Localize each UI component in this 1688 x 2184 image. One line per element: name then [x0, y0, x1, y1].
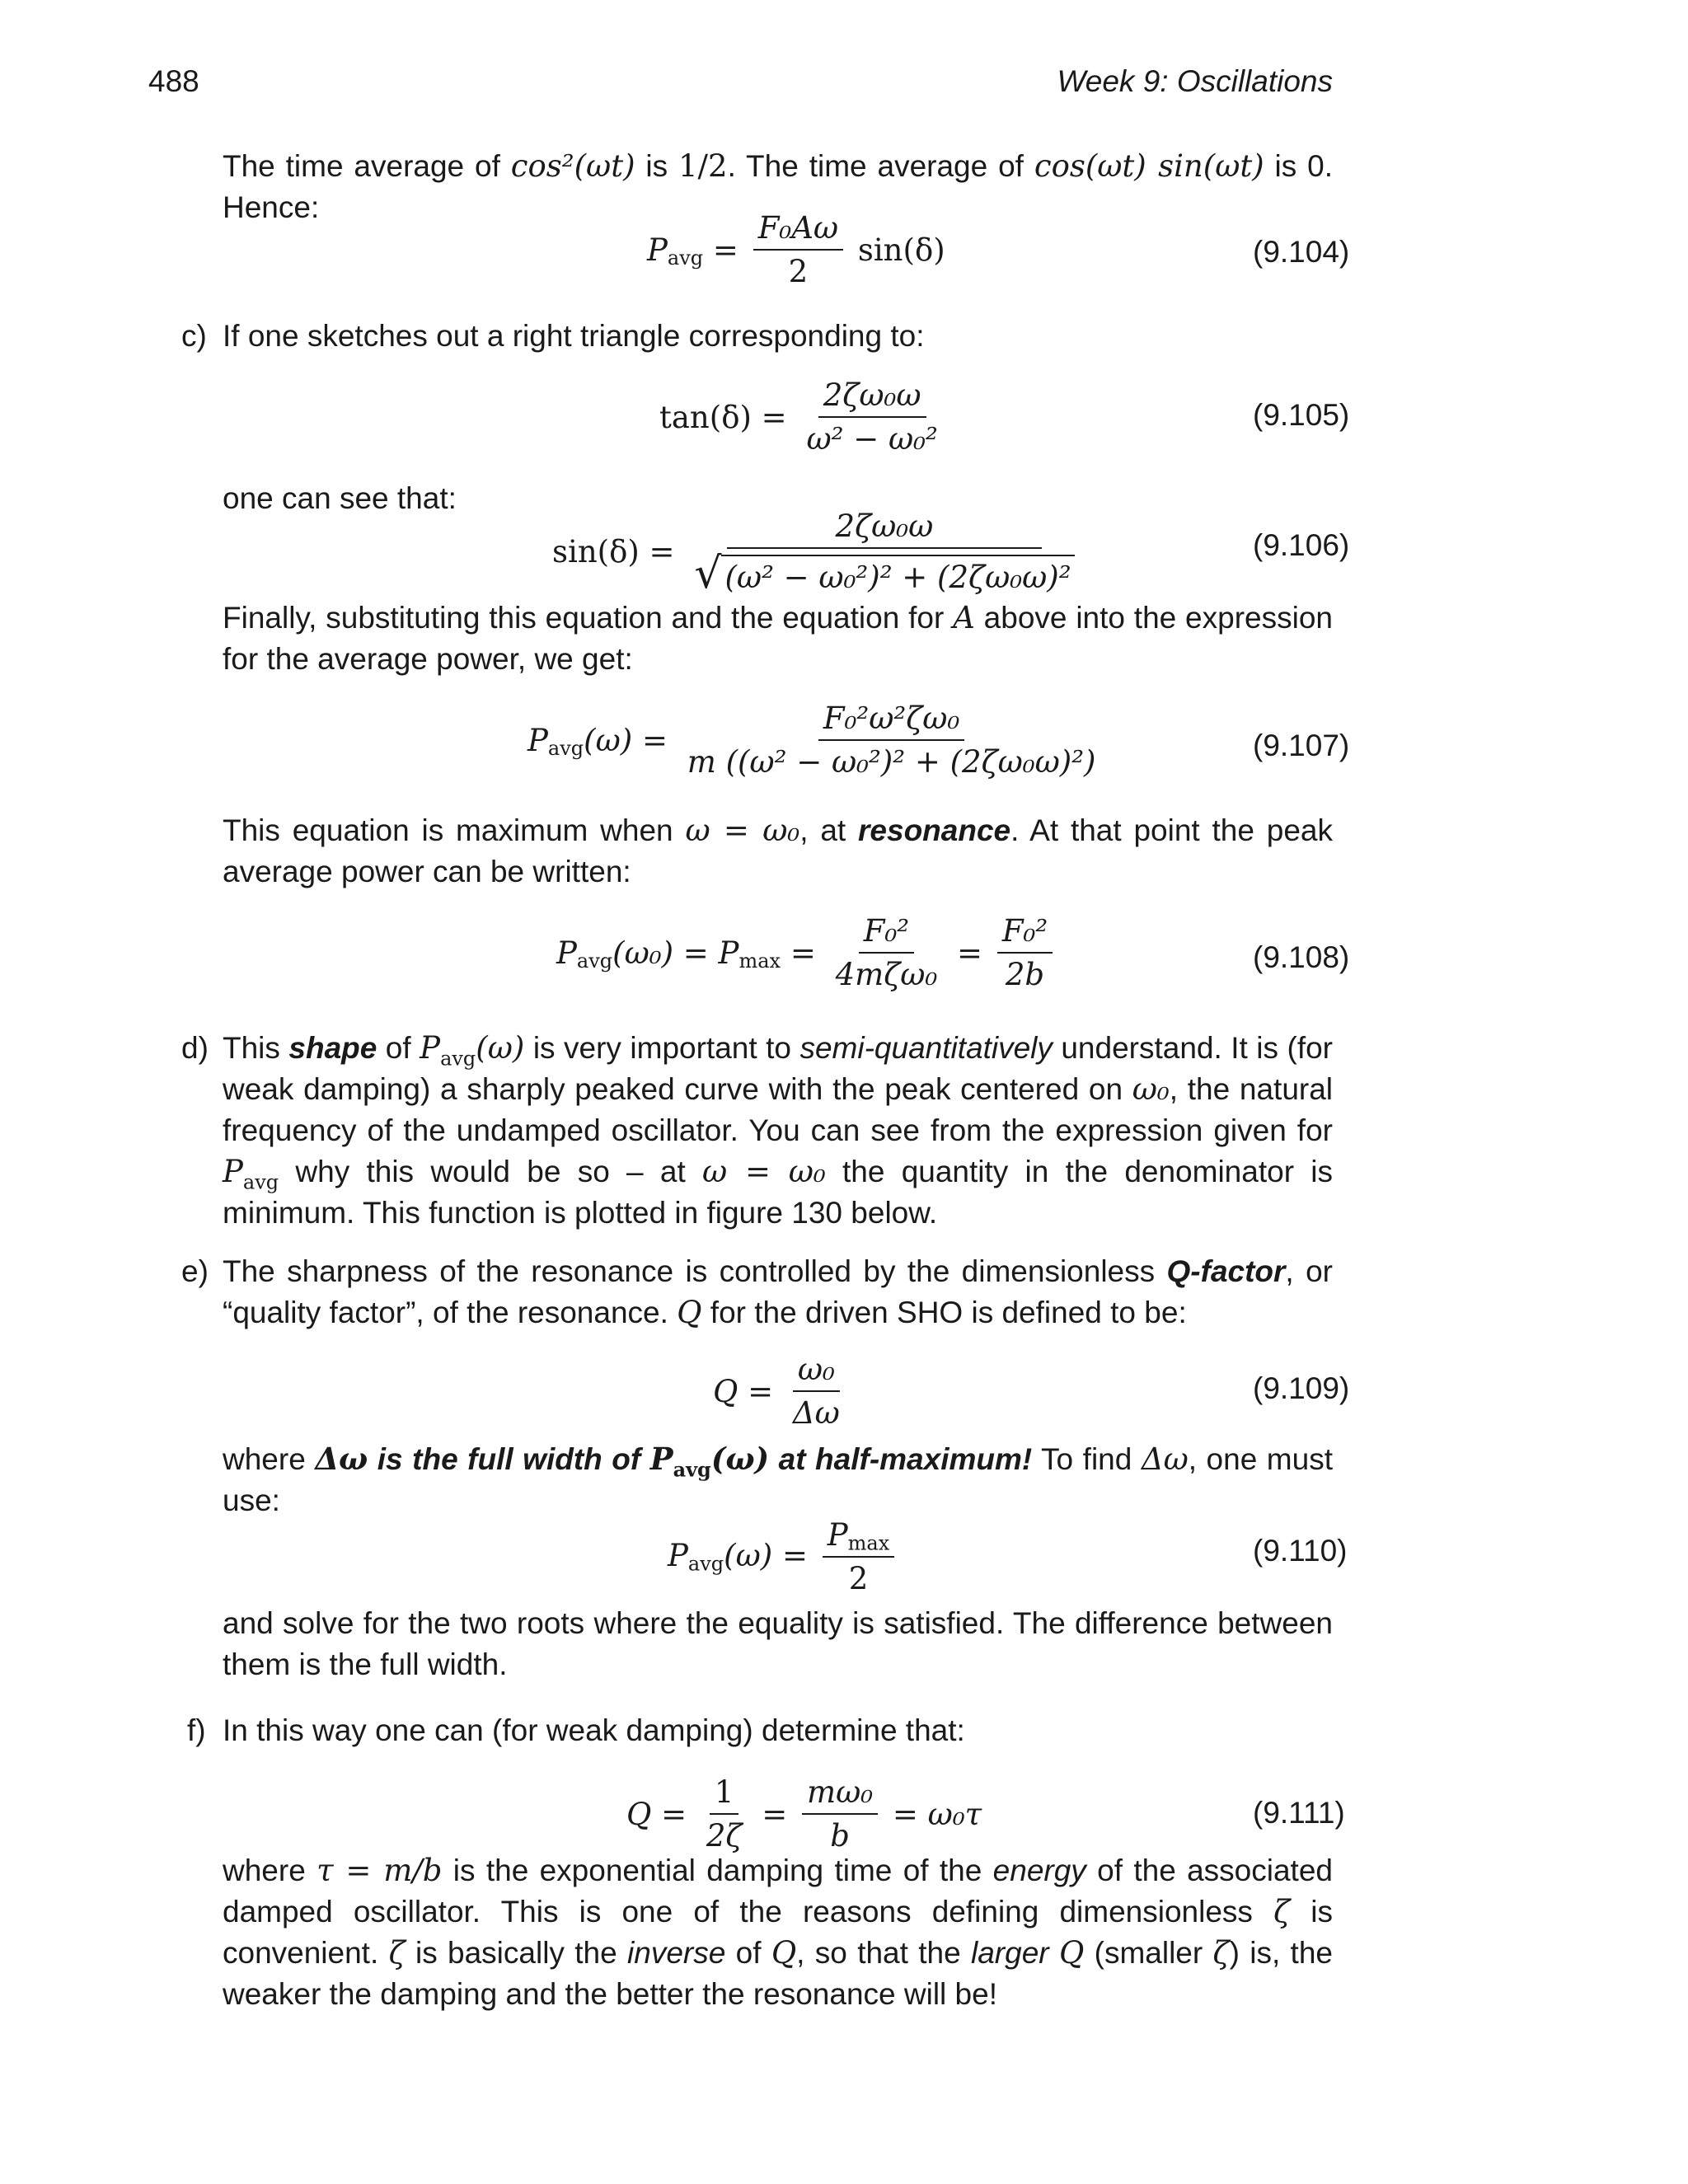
page-number: 488	[148, 64, 199, 98]
math-symbol: P	[528, 722, 548, 758]
math-expression: sin(δ)	[857, 232, 945, 268]
bold-term: shape	[288, 1031, 377, 1065]
bold-term: at half-maximum!	[769, 1442, 1033, 1476]
math-inline: Q	[771, 1935, 797, 1971]
numerator	[823, 1515, 895, 1558]
equation-9-105	[659, 377, 948, 457]
fraction	[689, 509, 1079, 598]
italic-term: semi-quantitatively	[799, 1031, 1053, 1065]
bold-math: Δω	[315, 1441, 368, 1477]
math-expression: Q =	[713, 1373, 774, 1409]
math-inline: P	[420, 1030, 441, 1066]
equation-9-104	[647, 210, 945, 289]
math-expression: (ω) =	[724, 1538, 808, 1573]
item-label-e: e)	[181, 1254, 209, 1288]
math-inline: cos(ωt) sin(ωt)	[1034, 148, 1264, 184]
math-inline: Q	[1058, 1935, 1085, 1971]
text: , or “quality factor”, of the resonance.	[223, 1254, 1333, 1329]
math-inline: cos²(ωt)	[510, 148, 635, 184]
radicand: (ω² − ω₀²)² + (2ζω₀ω)²	[721, 555, 1074, 595]
math-inline: (ω)	[476, 1030, 525, 1066]
text: is very important to	[524, 1031, 800, 1065]
math-inline: Δω	[1141, 1441, 1189, 1477]
paragraph-finally	[223, 598, 1333, 680]
math-expression: sin(δ) =	[552, 534, 675, 569]
item-label-c: c)	[181, 319, 207, 353]
math-subscript: max	[738, 949, 781, 972]
fraction	[701, 1774, 748, 1854]
numerator: F₀²	[859, 913, 914, 954]
math-inline: ζ	[388, 1935, 406, 1971]
italic-term: larger	[971, 1936, 1049, 1970]
text: where	[223, 1854, 317, 1887]
item-label-f: f)	[187, 1713, 206, 1747]
math-operator: =	[762, 1796, 788, 1832]
math-inline: A	[953, 600, 975, 635]
fraction	[802, 1774, 878, 1854]
text: . At that point the peak average power can be written:	[223, 813, 1334, 888]
equation-9-111	[626, 1774, 982, 1854]
denominator: b	[830, 1818, 850, 1854]
math-inline: P	[223, 1154, 243, 1189]
denominator: ω² − ω₀²	[806, 421, 938, 457]
text: , one must use:	[223, 1442, 1333, 1517]
denominator: 2	[848, 1561, 869, 1596]
square-root	[689, 549, 1079, 598]
text: is convenient.	[223, 1895, 1334, 1970]
text: is basically the	[405, 1936, 628, 1970]
text: is	[635, 149, 679, 183]
italic-term: inverse	[627, 1936, 726, 1970]
text: where	[223, 1442, 316, 1476]
fraction	[788, 1352, 845, 1431]
numerator: 1	[710, 1774, 739, 1815]
text: of	[725, 1936, 771, 1970]
text: the quantity in the denominator is minimum. This function is plotted in figure 130 below.	[223, 1155, 1334, 1230]
fraction	[682, 701, 1101, 780]
equation-number: (9.106)	[1253, 528, 1350, 562]
paragraph-solve: and solve for the two roots where the equality is satisfied. The difference between them is the full width.	[223, 1606, 1333, 1681]
math-inline: ω₀	[1132, 1071, 1170, 1107]
denominator: 2ζ	[706, 1818, 743, 1854]
math-symbol: P	[647, 232, 668, 268]
text: is 0. Hence:	[223, 149, 1334, 224]
text: , the natural frequency of the undamped oscillator. You can see from the expression given for	[223, 1072, 1334, 1147]
equation-9-109	[713, 1352, 850, 1431]
math-inline: ζ	[1212, 1935, 1230, 1971]
math-subscript: avg	[576, 949, 613, 972]
denominator: Δω	[792, 1395, 840, 1431]
math-subscript: max	[847, 1531, 890, 1555]
bold-math: P	[649, 1441, 673, 1477]
text: is the exponential damping time of the	[442, 1854, 993, 1887]
bold-math: (ω)	[710, 1441, 770, 1477]
math-symbol: P	[827, 1517, 848, 1553]
item-label-d: d)	[181, 1031, 209, 1065]
paragraph-maximum	[223, 810, 1333, 893]
text: To find	[1032, 1442, 1142, 1476]
text: understand. It is (for weak damping) a sharply peaked curve with the peak centered on	[223, 1031, 1334, 1106]
equation-number: (9.104)	[1253, 235, 1350, 269]
denominator: 4mζω₀	[835, 957, 938, 992]
math-subscript: avg	[673, 1457, 711, 1482]
item-d-text	[223, 1028, 1333, 1234]
math-subscript: avg	[667, 246, 704, 269]
fraction	[801, 377, 942, 457]
fraction	[831, 913, 943, 992]
text: for the driven SHO is defined to be:	[701, 1296, 1187, 1329]
equation-number: (9.110)	[1253, 1534, 1348, 1568]
math-expression: Q =	[626, 1796, 687, 1832]
numerator: ω₀	[793, 1352, 840, 1392]
bold-term: Q-factor	[1166, 1254, 1286, 1288]
math-inline: ζ	[1273, 1894, 1291, 1929]
numerator: F₀²ω²ζω₀	[818, 701, 964, 741]
text: This equation is maximum when	[223, 813, 686, 847]
fraction	[753, 210, 843, 289]
denominator: 2	[788, 254, 809, 289]
text: above into the expression for the average power, we get:	[223, 601, 1333, 676]
bold-term: resonance	[858, 813, 1011, 847]
math-inline: ω = ω₀	[685, 813, 800, 848]
equation-9-107	[528, 701, 1106, 780]
math-expression: tan(δ) =	[659, 399, 787, 435]
equation-9-110	[668, 1515, 899, 1596]
denominator: m ((ω² − ω₀²)² + (2ζω₀ω)²)	[687, 744, 1096, 780]
equation-number: (9.107)	[1253, 729, 1350, 762]
math-subscript: avg	[547, 736, 584, 760]
item-c-text: If one sketches out a right triangle corresponding to:	[223, 319, 925, 353]
math-operator: =	[790, 935, 816, 971]
fraction	[823, 1515, 895, 1596]
equation-number: (9.111)	[1253, 1796, 1345, 1830]
equation-number: (9.108)	[1253, 940, 1350, 974]
item-f-text: In this way one can (for weak damping) determine that:	[223, 1713, 965, 1747]
numerator: 2ζω₀ω	[727, 509, 1042, 549]
math-expression: (ω) =	[584, 722, 668, 758]
text: of	[377, 1031, 420, 1065]
math-operator: =	[957, 935, 983, 971]
text: , so that the	[796, 1936, 971, 1970]
math-subscript: avg	[440, 1047, 476, 1071]
text: The time average of	[223, 149, 511, 183]
paragraph-tau	[223, 1850, 1333, 2015]
text: This	[223, 1031, 289, 1065]
text: . The time average of	[727, 149, 1034, 183]
math-inline: τ = m/b	[316, 1853, 443, 1888]
radical-sign: √	[694, 549, 722, 598]
equation-9-108	[556, 913, 1057, 992]
text: why this would be so – at	[279, 1155, 703, 1188]
math-subscript: avg	[687, 1552, 724, 1576]
paragraph-where-delta	[223, 1438, 1333, 1521]
math-symbol: P	[556, 935, 577, 971]
equation-number: (9.109)	[1253, 1371, 1350, 1405]
numerator: F₀²	[997, 913, 1053, 954]
bold-term: is the full width of	[368, 1442, 650, 1476]
equation-number: (9.105)	[1253, 398, 1350, 432]
math-inline: ω = ω₀	[702, 1154, 826, 1189]
math-inline: Q	[677, 1295, 702, 1330]
text: ) is, the weaker the damping and the better the resonance will be!	[223, 1936, 1333, 2011]
numerator: mω₀	[802, 1774, 878, 1815]
denominator: 2b	[1005, 957, 1045, 992]
equation-9-106	[552, 509, 1085, 598]
numerator: 2ζω₀ω	[818, 377, 926, 418]
item-e-text	[223, 1251, 1333, 1333]
item-c-text-2: one can see that:	[223, 481, 457, 515]
text: Finally, substituting this equation and the equation for	[223, 601, 954, 635]
text: , at	[799, 813, 859, 847]
text: of the associated damped oscillator. This is one of the reasons defining dimensionless	[223, 1854, 1333, 1929]
numerator: F₀Aω	[753, 210, 843, 251]
math-subscript: avg	[242, 1170, 279, 1194]
running-title: Week 9: Oscillations	[1057, 64, 1333, 98]
math-inline: 1/2	[678, 148, 728, 184]
fraction	[997, 913, 1053, 992]
math-expression: = ω₀τ	[892, 1796, 982, 1832]
text	[1049, 1936, 1059, 1970]
italic-term: energy	[992, 1854, 1086, 1887]
text: (smaller	[1084, 1936, 1213, 1970]
math-expression: (ω₀) = P	[612, 935, 739, 971]
text: The sharpness of the resonance is controlled by the dimensionless	[223, 1254, 1167, 1288]
math-operator: =	[712, 232, 738, 268]
math-symbol: P	[668, 1538, 688, 1573]
